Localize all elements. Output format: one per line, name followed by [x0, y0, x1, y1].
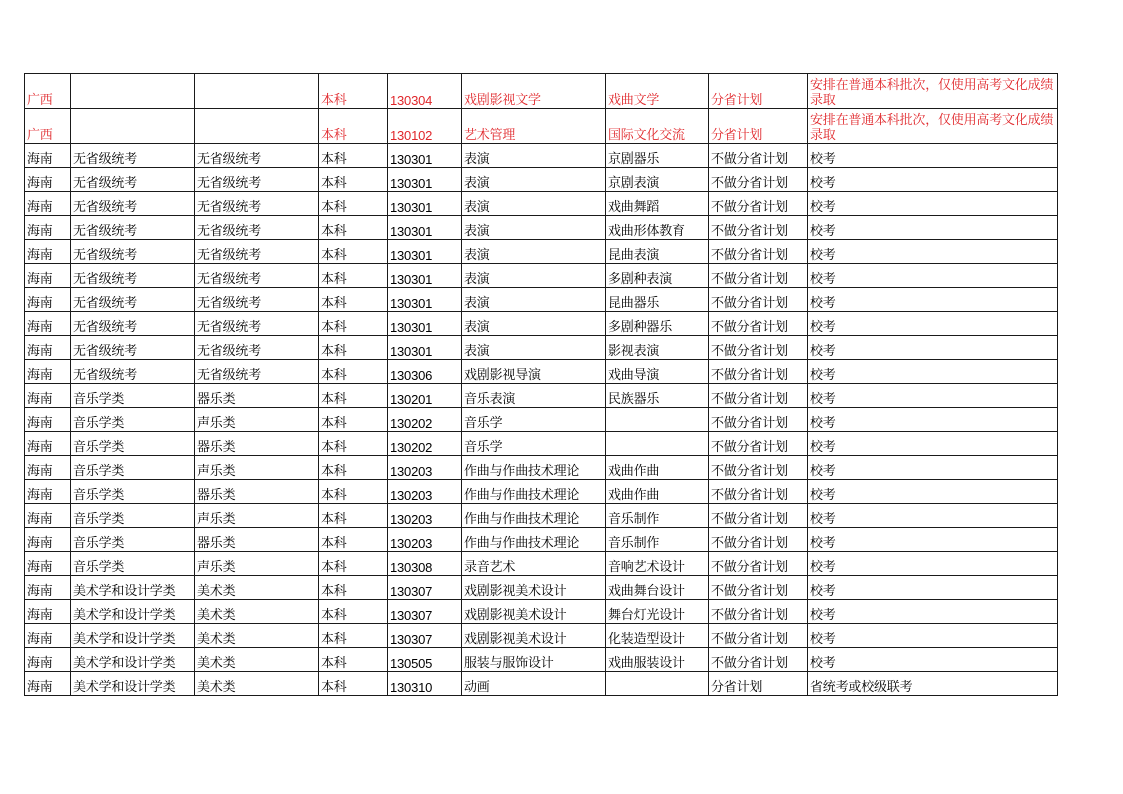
cell-category[interactable]: 美术学和设计学类 — [71, 624, 195, 648]
cell-code[interactable]: 130301 — [388, 192, 462, 216]
cell-note[interactable]: 校考 — [808, 432, 1058, 456]
cell-province[interactable]: 海南 — [25, 144, 71, 168]
cell-code[interactable]: 130301 — [388, 168, 462, 192]
cell-direction[interactable]: 国际文化交流 — [606, 109, 709, 144]
cell-note[interactable]: 校考 — [808, 336, 1058, 360]
cell-code[interactable]: 130310 — [388, 672, 462, 696]
cell-code[interactable]: 130203 — [388, 456, 462, 480]
cell-direction[interactable] — [606, 432, 709, 456]
cell-code[interactable]: 130203 — [388, 504, 462, 528]
table-row — [25, 456, 1058, 480]
table-row — [25, 336, 1058, 360]
cell-level[interactable]: 本科 — [319, 504, 388, 528]
cell-category[interactable]: 音乐学类 — [71, 480, 195, 504]
cell-subcategory[interactable]: 无省级统考 — [195, 288, 319, 312]
cell-plan[interactable]: 不做分省计划 — [709, 480, 808, 504]
admissions-table — [24, 73, 1058, 696]
cell-major[interactable]: 作曲与作曲技术理论 — [462, 528, 606, 552]
cell-direction[interactable]: 昆曲器乐 — [606, 288, 709, 312]
cell-plan[interactable]: 不做分省计划 — [709, 264, 808, 288]
table-row — [25, 504, 1058, 528]
table-row — [25, 648, 1058, 672]
cell-direction[interactable]: 多剧种表演 — [606, 264, 709, 288]
cell-note[interactable]: 校考 — [808, 288, 1058, 312]
cell-level[interactable]: 本科 — [319, 216, 388, 240]
cell-plan[interactable]: 不做分省计划 — [709, 192, 808, 216]
table-row — [25, 192, 1058, 216]
cell-province[interactable]: 海南 — [25, 504, 71, 528]
cell-major[interactable]: 服装与服饰设计 — [462, 648, 606, 672]
cell-note[interactable]: 校考 — [808, 384, 1058, 408]
cell-subcategory[interactable]: 无省级统考 — [195, 168, 319, 192]
cell-level[interactable]: 本科 — [319, 168, 388, 192]
cell-note[interactable]: 校考 — [808, 648, 1058, 672]
cell-major[interactable]: 表演 — [462, 264, 606, 288]
cell-province[interactable]: 海南 — [25, 600, 71, 624]
cell-plan[interactable]: 不做分省计划 — [709, 384, 808, 408]
cell-major[interactable]: 戏剧影视美术设计 — [462, 576, 606, 600]
cell-province[interactable]: 海南 — [25, 480, 71, 504]
cell-code[interactable]: 130203 — [388, 528, 462, 552]
cell-direction[interactable]: 戏曲作曲 — [606, 456, 709, 480]
cell-major[interactable]: 作曲与作曲技术理论 — [462, 480, 606, 504]
cell-category[interactable]: 无省级统考 — [71, 264, 195, 288]
cell-note[interactable]: 省统考或校级联考 — [808, 672, 1058, 696]
cell-category[interactable]: 音乐学类 — [71, 504, 195, 528]
cell-category[interactable]: 美术学和设计学类 — [71, 672, 195, 696]
cell-level[interactable]: 本科 — [319, 109, 388, 144]
cell-major[interactable]: 音乐学 — [462, 408, 606, 432]
cell-province[interactable]: 海南 — [25, 552, 71, 576]
cell-category[interactable]: 无省级统考 — [71, 192, 195, 216]
cell-level[interactable]: 本科 — [319, 74, 388, 109]
table-row — [25, 312, 1058, 336]
cell-direction[interactable]: 戏曲舞台设计 — [606, 576, 709, 600]
cell-province[interactable]: 海南 — [25, 456, 71, 480]
cell-province[interactable]: 海南 — [25, 672, 71, 696]
table-row — [25, 480, 1058, 504]
cell-code[interactable]: 130307 — [388, 576, 462, 600]
cell-subcategory[interactable]: 器乐类 — [195, 432, 319, 456]
cell-province[interactable]: 海南 — [25, 408, 71, 432]
cell-code[interactable]: 130301 — [388, 216, 462, 240]
cell-subcategory[interactable]: 无省级统考 — [195, 216, 319, 240]
cell-major[interactable]: 表演 — [462, 288, 606, 312]
cell-province[interactable]: 海南 — [25, 360, 71, 384]
cell-plan[interactable]: 不做分省计划 — [709, 648, 808, 672]
cell-subcategory[interactable]: 无省级统考 — [195, 240, 319, 264]
table-row — [25, 384, 1058, 408]
table-row — [25, 360, 1058, 384]
cell-province[interactable]: 海南 — [25, 624, 71, 648]
cell-code[interactable]: 130307 — [388, 624, 462, 648]
cell-subcategory[interactable]: 无省级统考 — [195, 144, 319, 168]
cell-province[interactable]: 海南 — [25, 528, 71, 552]
cell-direction[interactable] — [606, 408, 709, 432]
cell-level[interactable]: 本科 — [319, 264, 388, 288]
cell-major[interactable]: 戏剧影视导演 — [462, 360, 606, 384]
cell-province[interactable]: 海南 — [25, 168, 71, 192]
cell-code[interactable]: 130304 — [388, 74, 462, 109]
cell-note[interactable]: 校考 — [808, 504, 1058, 528]
cell-category[interactable]: 音乐学类 — [71, 456, 195, 480]
cell-subcategory[interactable]: 无省级统考 — [195, 312, 319, 336]
cell-note[interactable]: 校考 — [808, 264, 1058, 288]
cell-subcategory[interactable]: 无省级统考 — [195, 360, 319, 384]
cell-plan[interactable]: 不做分省计划 — [709, 336, 808, 360]
cell-major[interactable]: 表演 — [462, 144, 606, 168]
cell-note[interactable]: 校考 — [808, 168, 1058, 192]
table-row — [25, 168, 1058, 192]
cell-province[interactable]: 海南 — [25, 216, 71, 240]
cell-major[interactable]: 戏剧影视美术设计 — [462, 600, 606, 624]
cell-plan[interactable]: 不做分省计划 — [709, 576, 808, 600]
cell-category[interactable]: 音乐学类 — [71, 432, 195, 456]
cell-category[interactable]: 美术学和设计学类 — [71, 576, 195, 600]
cell-level[interactable]: 本科 — [319, 336, 388, 360]
table-body — [25, 74, 1058, 696]
cell-note[interactable]: 校考 — [808, 144, 1058, 168]
table-row — [25, 552, 1058, 576]
cell-note[interactable]: 安排在普通本科批次，仅使用高考文化成绩录取 — [808, 74, 1058, 109]
cell-plan[interactable]: 不做分省计划 — [709, 168, 808, 192]
cell-plan[interactable]: 不做分省计划 — [709, 312, 808, 336]
cell-level[interactable]: 本科 — [319, 144, 388, 168]
cell-category[interactable]: 无省级统考 — [71, 360, 195, 384]
cell-category[interactable]: 无省级统考 — [71, 288, 195, 312]
cell-direction[interactable]: 戏曲导演 — [606, 360, 709, 384]
cell-note[interactable]: 校考 — [808, 216, 1058, 240]
cell-subcategory[interactable]: 器乐类 — [195, 384, 319, 408]
cell-code[interactable]: 130203 — [388, 480, 462, 504]
cell-major[interactable]: 表演 — [462, 312, 606, 336]
cell-province[interactable]: 海南 — [25, 432, 71, 456]
cell-code[interactable]: 130301 — [388, 240, 462, 264]
cell-direction[interactable]: 音乐制作 — [606, 528, 709, 552]
cell-category[interactable]: 无省级统考 — [71, 240, 195, 264]
cell-subcategory[interactable] — [195, 109, 319, 144]
table-row — [25, 408, 1058, 432]
cell-direction[interactable]: 影视表演 — [606, 336, 709, 360]
cell-level[interactable]: 本科 — [319, 240, 388, 264]
cell-level[interactable]: 本科 — [319, 576, 388, 600]
cell-code[interactable]: 130301 — [388, 336, 462, 360]
cell-category[interactable]: 无省级统考 — [71, 144, 195, 168]
table-row — [25, 74, 1058, 109]
cell-level[interactable]: 本科 — [319, 672, 388, 696]
cell-direction[interactable]: 京剧表演 — [606, 168, 709, 192]
table-row — [25, 109, 1058, 144]
cell-note[interactable]: 校考 — [808, 192, 1058, 216]
cell-code[interactable]: 130301 — [388, 312, 462, 336]
cell-level[interactable]: 本科 — [319, 360, 388, 384]
cell-level[interactable]: 本科 — [319, 600, 388, 624]
cell-direction[interactable]: 音乐制作 — [606, 504, 709, 528]
cell-category[interactable] — [71, 109, 195, 144]
cell-level[interactable]: 本科 — [319, 384, 388, 408]
cell-category[interactable]: 音乐学类 — [71, 408, 195, 432]
cell-level[interactable]: 本科 — [319, 192, 388, 216]
cell-level[interactable]: 本科 — [319, 552, 388, 576]
cell-plan[interactable]: 不做分省计划 — [709, 240, 808, 264]
cell-subcategory[interactable]: 器乐类 — [195, 528, 319, 552]
cell-note[interactable]: 校考 — [808, 624, 1058, 648]
cell-note[interactable]: 校考 — [808, 576, 1058, 600]
cell-subcategory[interactable]: 美术类 — [195, 648, 319, 672]
cell-code[interactable]: 130301 — [388, 264, 462, 288]
cell-plan[interactable]: 不做分省计划 — [709, 552, 808, 576]
cell-direction[interactable] — [606, 672, 709, 696]
cell-province[interactable]: 海南 — [25, 264, 71, 288]
cell-code[interactable]: 130308 — [388, 552, 462, 576]
cell-direction[interactable]: 戏曲服装设计 — [606, 648, 709, 672]
cell-subcategory[interactable]: 美术类 — [195, 600, 319, 624]
cell-plan[interactable]: 不做分省计划 — [709, 456, 808, 480]
cell-category[interactable]: 美术学和设计学类 — [71, 648, 195, 672]
cell-category[interactable]: 音乐学类 — [71, 552, 195, 576]
cell-level[interactable]: 本科 — [319, 624, 388, 648]
cell-plan[interactable]: 不做分省计划 — [709, 504, 808, 528]
cell-plan[interactable]: 分省计划 — [709, 672, 808, 696]
cell-level[interactable]: 本科 — [319, 288, 388, 312]
cell-major[interactable]: 作曲与作曲技术理论 — [462, 456, 606, 480]
cell-code[interactable]: 130301 — [388, 288, 462, 312]
table-row — [25, 600, 1058, 624]
cell-plan[interactable]: 不做分省计划 — [709, 360, 808, 384]
cell-note[interactable]: 校考 — [808, 312, 1058, 336]
cell-note[interactable]: 校考 — [808, 528, 1058, 552]
cell-note[interactable]: 校考 — [808, 600, 1058, 624]
cell-code[interactable]: 130202 — [388, 408, 462, 432]
cell-subcategory[interactable]: 美术类 — [195, 624, 319, 648]
cell-major[interactable]: 表演 — [462, 216, 606, 240]
cell-code[interactable]: 130201 — [388, 384, 462, 408]
cell-level[interactable]: 本科 — [319, 480, 388, 504]
cell-major[interactable]: 戏剧影视文学 — [462, 74, 606, 109]
cell-subcategory[interactable]: 无省级统考 — [195, 336, 319, 360]
cell-category[interactable]: 无省级统考 — [71, 312, 195, 336]
cell-code[interactable]: 130301 — [388, 144, 462, 168]
cell-subcategory[interactable]: 声乐类 — [195, 456, 319, 480]
cell-code[interactable]: 130306 — [388, 360, 462, 384]
cell-category[interactable] — [71, 74, 195, 109]
cell-subcategory[interactable]: 声乐类 — [195, 408, 319, 432]
cell-plan[interactable]: 不做分省计划 — [709, 624, 808, 648]
cell-code[interactable]: 130102 — [388, 109, 462, 144]
cell-code[interactable]: 130202 — [388, 432, 462, 456]
cell-code[interactable]: 130505 — [388, 648, 462, 672]
cell-level[interactable]: 本科 — [319, 456, 388, 480]
cell-major[interactable]: 录音艺术 — [462, 552, 606, 576]
cell-province[interactable]: 海南 — [25, 384, 71, 408]
cell-major[interactable]: 艺术管理 — [462, 109, 606, 144]
cell-subcategory[interactable]: 美术类 — [195, 576, 319, 600]
cell-direction[interactable]: 京剧器乐 — [606, 144, 709, 168]
table-row — [25, 264, 1058, 288]
cell-subcategory[interactable]: 无省级统考 — [195, 264, 319, 288]
cell-major[interactable]: 作曲与作曲技术理论 — [462, 504, 606, 528]
cell-subcategory[interactable]: 器乐类 — [195, 480, 319, 504]
cell-note[interactable]: 校考 — [808, 456, 1058, 480]
cell-direction[interactable]: 戏曲舞蹈 — [606, 192, 709, 216]
table-row — [25, 432, 1058, 456]
cell-level[interactable]: 本科 — [319, 312, 388, 336]
cell-province[interactable]: 海南 — [25, 288, 71, 312]
cell-plan[interactable]: 不做分省计划 — [709, 408, 808, 432]
cell-direction[interactable]: 音响艺术设计 — [606, 552, 709, 576]
cell-major[interactable]: 动画 — [462, 672, 606, 696]
cell-subcategory[interactable]: 声乐类 — [195, 504, 319, 528]
cell-major[interactable]: 音乐学 — [462, 432, 606, 456]
cell-direction[interactable]: 多剧种器乐 — [606, 312, 709, 336]
cell-plan[interactable]: 不做分省计划 — [709, 288, 808, 312]
cell-province[interactable]: 海南 — [25, 312, 71, 336]
table-row — [25, 216, 1058, 240]
cell-subcategory[interactable]: 美术类 — [195, 672, 319, 696]
cell-direction[interactable]: 戏曲文学 — [606, 74, 709, 109]
cell-direction[interactable]: 化装造型设计 — [606, 624, 709, 648]
cell-direction[interactable]: 舞台灯光设计 — [606, 600, 709, 624]
cell-note[interactable]: 校考 — [808, 240, 1058, 264]
cell-major[interactable]: 表演 — [462, 336, 606, 360]
cell-level[interactable]: 本科 — [319, 528, 388, 552]
cell-province[interactable]: 海南 — [25, 192, 71, 216]
cell-province[interactable]: 海南 — [25, 648, 71, 672]
cell-category[interactable]: 音乐学类 — [71, 528, 195, 552]
cell-province[interactable]: 广西 — [25, 109, 71, 144]
cell-subcategory[interactable]: 声乐类 — [195, 552, 319, 576]
cell-level[interactable]: 本科 — [319, 432, 388, 456]
cell-major[interactable]: 表演 — [462, 168, 606, 192]
cell-direction[interactable]: 民族器乐 — [606, 384, 709, 408]
cell-major[interactable]: 音乐表演 — [462, 384, 606, 408]
table-row — [25, 240, 1058, 264]
cell-note[interactable]: 校考 — [808, 408, 1058, 432]
cell-plan[interactable]: 不做分省计划 — [709, 432, 808, 456]
table-row — [25, 624, 1058, 648]
cell-plan[interactable]: 分省计划 — [709, 109, 808, 144]
cell-major[interactable]: 戏剧影视美术设计 — [462, 624, 606, 648]
cell-province[interactable]: 海南 — [25, 240, 71, 264]
cell-category[interactable]: 音乐学类 — [71, 384, 195, 408]
cell-plan[interactable]: 分省计划 — [709, 74, 808, 109]
cell-major[interactable]: 表演 — [462, 192, 606, 216]
cell-direction[interactable]: 昆曲表演 — [606, 240, 709, 264]
cell-subcategory[interactable]: 无省级统考 — [195, 192, 319, 216]
cell-note[interactable]: 校考 — [808, 552, 1058, 576]
cell-category[interactable]: 美术学和设计学类 — [71, 600, 195, 624]
table-row — [25, 528, 1058, 552]
cell-category[interactable]: 无省级统考 — [71, 168, 195, 192]
cell-note[interactable]: 安排在普通本科批次，仅使用高考文化成绩录取 — [808, 109, 1058, 144]
cell-major[interactable]: 表演 — [462, 240, 606, 264]
table-row — [25, 672, 1058, 696]
cell-plan[interactable]: 不做分省计划 — [709, 216, 808, 240]
cell-province[interactable]: 广西 — [25, 74, 71, 109]
cell-province[interactable]: 海南 — [25, 336, 71, 360]
cell-province[interactable]: 海南 — [25, 576, 71, 600]
cell-code[interactable]: 130307 — [388, 600, 462, 624]
cell-plan[interactable]: 不做分省计划 — [709, 528, 808, 552]
table-row — [25, 576, 1058, 600]
cell-note[interactable]: 校考 — [808, 360, 1058, 384]
cell-direction[interactable]: 戏曲形体教育 — [606, 216, 709, 240]
cell-direction[interactable]: 戏曲作曲 — [606, 480, 709, 504]
table-row — [25, 144, 1058, 168]
cell-plan[interactable]: 不做分省计划 — [709, 144, 808, 168]
cell-plan[interactable]: 不做分省计划 — [709, 600, 808, 624]
cell-category[interactable]: 无省级统考 — [71, 216, 195, 240]
cell-category[interactable]: 无省级统考 — [71, 336, 195, 360]
cell-subcategory[interactable] — [195, 74, 319, 109]
cell-note[interactable]: 校考 — [808, 480, 1058, 504]
table-row — [25, 288, 1058, 312]
cell-level[interactable]: 本科 — [319, 408, 388, 432]
cell-level[interactable]: 本科 — [319, 648, 388, 672]
